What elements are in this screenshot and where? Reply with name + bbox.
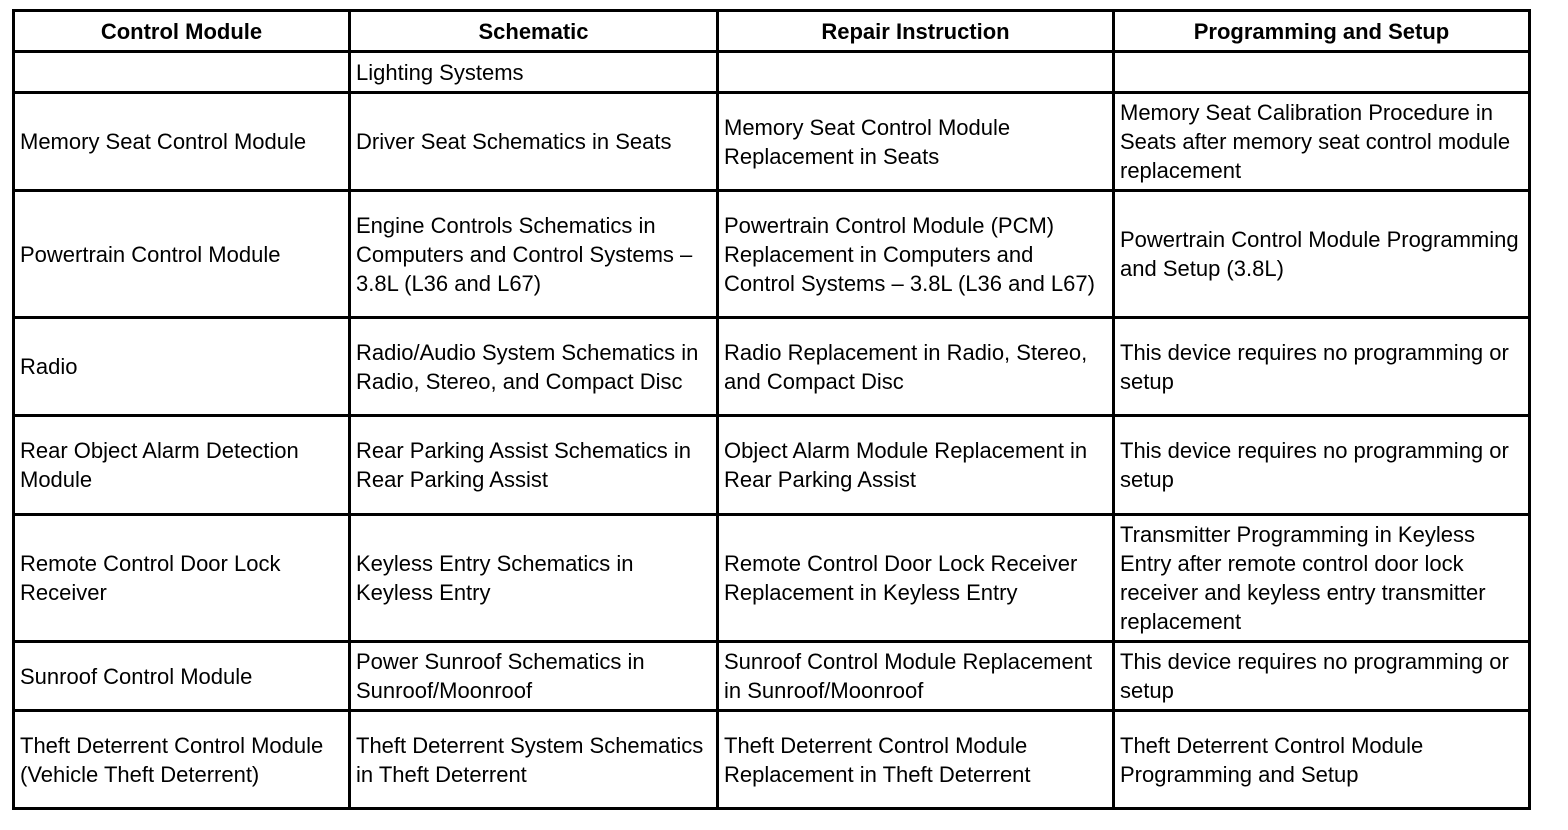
control-module-table [12,9,1531,810]
cell-programming-setup: Transmitter Programming in Keyless Entry after remote control door lock receiver and keyless entry transmitter replacement [1114,515,1530,642]
header-programming-setup: Programming and Setup [1114,11,1530,52]
table-row [14,515,1530,642]
cell-schematic: Power Sunroof Schematics in Sunroof/Moonroof [350,642,718,711]
cell-programming-setup: This device requires no programming or setup [1114,416,1530,515]
table-row [14,711,1530,809]
cell-repair-instruction: Sunroof Control Module Replacement in Sunroof/Moonroof [718,642,1114,711]
cell-programming-setup: This device requires no programming or setup [1114,642,1530,711]
cell-programming-setup: This device requires no programming or setup [1114,318,1530,416]
cell-control-module: Powertrain Control Module [14,191,350,318]
cell-programming-setup: Powertrain Control Module Programming and Setup (3.8L) [1114,191,1530,318]
header-control-module: Control Module [14,11,350,52]
table-row [14,93,1530,191]
cell-schematic: Lighting Systems [350,52,718,93]
cell-schematic: Radio/Audio System Schematics in Radio, Stereo, and Compact Disc [350,318,718,416]
cell-control-module [14,52,350,93]
cell-repair-instruction: Powertrain Control Module (PCM) Replacement in Computers and Control Systems – 3.8L (L36 and L67) [718,191,1114,318]
table-row [14,642,1530,711]
cell-control-module: Sunroof Control Module [14,642,350,711]
table-row [14,318,1530,416]
cell-schematic: Engine Controls Schematics in Computers and Control Systems – 3.8L (L36 and L67) [350,191,718,318]
cell-schematic: Keyless Entry Schematics in Keyless Entry [350,515,718,642]
cell-programming-setup: Memory Seat Calibration Procedure in Seats after memory seat control module replacement [1114,93,1530,191]
cell-control-module: Theft Deterrent Control Module (Vehicle Theft Deterrent) [14,711,350,809]
cell-schematic: Theft Deterrent System Schematics in Theft Deterrent [350,711,718,809]
cell-repair-instruction: Radio Replacement in Radio, Stereo, and Compact Disc [718,318,1114,416]
header-schematic: Schematic [350,11,718,52]
cell-control-module: Memory Seat Control Module [14,93,350,191]
cell-repair-instruction: Theft Deterrent Control Module Replacement in Theft Deterrent [718,711,1114,809]
cell-repair-instruction: Object Alarm Module Replacement in Rear Parking Assist [718,416,1114,515]
table-row [14,52,1530,93]
cell-schematic: Rear Parking Assist Schematics in Rear Parking Assist [350,416,718,515]
cell-schematic: Driver Seat Schematics in Seats [350,93,718,191]
cell-programming-setup [1114,52,1530,93]
header-repair-instruction: Repair Instruction [718,11,1114,52]
cell-control-module: Remote Control Door Lock Receiver [14,515,350,642]
cell-repair-instruction: Remote Control Door Lock Receiver Replacement in Keyless Entry [718,515,1114,642]
cell-control-module: Radio [14,318,350,416]
cell-repair-instruction [718,52,1114,93]
cell-control-module: Rear Object Alarm Detection Module [14,416,350,515]
cell-repair-instruction: Memory Seat Control Module Replacement in Seats [718,93,1114,191]
table-row [14,416,1530,515]
table-header-row [14,11,1530,52]
cell-programming-setup: Theft Deterrent Control Module Programming and Setup [1114,711,1530,809]
table-row [14,191,1530,318]
